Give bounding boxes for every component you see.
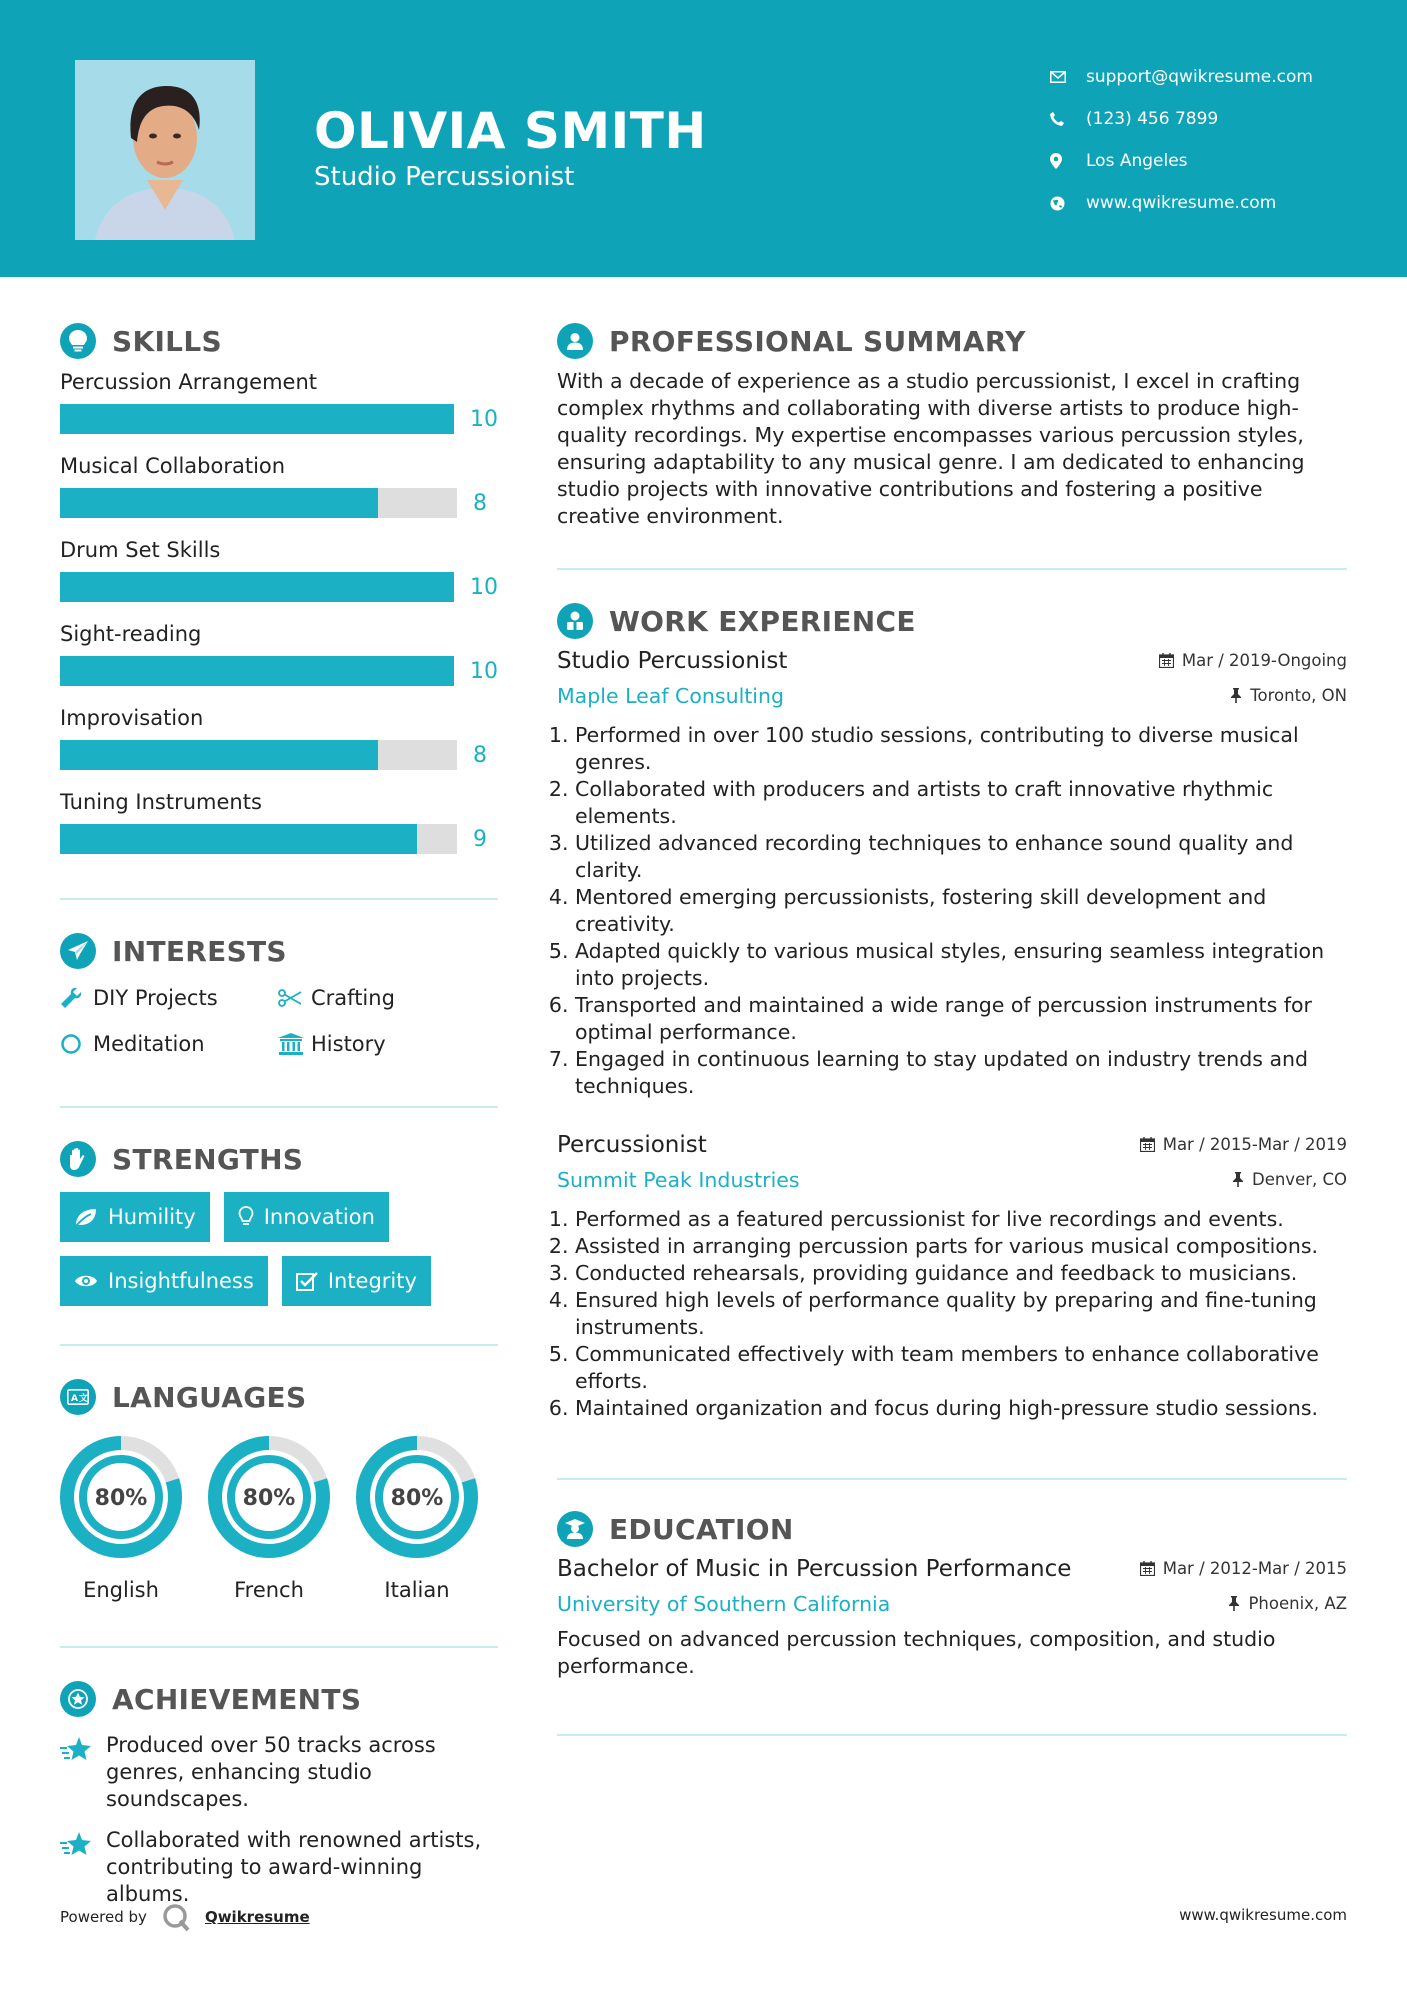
section-divider — [60, 898, 498, 900]
language-percent: 80% — [390, 1486, 444, 1511]
skill-name: Drum Set Skills — [60, 538, 221, 562]
profile-photo — [75, 60, 255, 240]
list-item: 1. Performed in over 100 studio sessions, contributing to diverse musical genres. — [575, 722, 1347, 776]
skill-name: Tuning Instruments — [60, 790, 262, 814]
skill-value: 9 — [473, 826, 487, 852]
contact-website[interactable] — [1050, 182, 1313, 224]
interest-label: DIY Projects — [93, 986, 218, 1010]
education-date-text: Mar / 2012-Mar / 2015 — [1162, 1559, 1347, 1578]
section-divider — [557, 1478, 1347, 1480]
skill-bar — [60, 824, 457, 854]
location-text: Los Angeles — [1086, 151, 1188, 171]
left-column — [60, 320, 498, 1908]
job-responsibilities — [557, 722, 1347, 1100]
interest-label: Crafting — [311, 986, 395, 1010]
checkbox-icon — [296, 1271, 318, 1291]
achievements-title: ACHIEVEMENTS — [112, 1682, 362, 1716]
strength-label: Integrity — [327, 1269, 417, 1293]
list-item: 1. Performed as a featured percussionist for live recordings and events. — [575, 1206, 1347, 1233]
interest-label: Meditation — [93, 1032, 205, 1056]
strength-tag — [224, 1192, 389, 1242]
candidate-title: Studio Percussionist — [314, 162, 575, 192]
job-responsibilities — [557, 1206, 1347, 1422]
scissors-icon — [278, 989, 311, 1007]
qwikresume-logo-icon — [161, 1902, 191, 1932]
list-item: 5. Adapted quickly to various musical styles, ensuring seamless integration into projects. — [575, 938, 1347, 992]
resume-header — [0, 0, 1407, 277]
contact-email[interactable] — [1050, 56, 1313, 98]
school-name: University of Southern California — [557, 1592, 891, 1616]
section-divider — [60, 1344, 498, 1346]
section-divider — [557, 1734, 1347, 1736]
languages-title: LANGUAGES — [112, 1380, 307, 1414]
language-item — [208, 1436, 330, 1602]
skills-title: SKILLS — [112, 324, 222, 358]
map-pin-icon — [1050, 153, 1086, 169]
achievement-item — [60, 1732, 498, 1813]
language-gauge — [356, 1436, 478, 1558]
list-item: 6. Maintained organization and focus during high-pressure studio sessions. — [575, 1395, 1347, 1422]
language-percent: 80% — [242, 1486, 296, 1511]
strengths-title: STRENGTHS — [112, 1142, 304, 1176]
section-divider — [60, 1646, 498, 1648]
email-text: support@qwikresume.com — [1086, 67, 1313, 87]
pushpin-icon — [1230, 688, 1242, 703]
strength-tag — [282, 1256, 431, 1306]
experience-title: WORK EXPERIENCE — [609, 604, 916, 638]
interest-label: History — [311, 1032, 386, 1056]
list-item: 3. Conducted rehearsals, providing guidance and feedback to musicians. — [575, 1260, 1347, 1287]
eye-icon — [74, 1273, 98, 1289]
skill-bar-fill — [60, 656, 454, 686]
calendar-icon — [1140, 1137, 1155, 1152]
job-entry — [557, 1132, 1347, 1422]
skill-bar — [60, 404, 454, 434]
skill-item — [60, 454, 498, 518]
skill-bar-fill — [60, 824, 417, 854]
skills-list — [60, 370, 498, 854]
skill-value: 10 — [470, 406, 498, 432]
job-location — [1232, 1170, 1347, 1189]
phone-icon — [1050, 112, 1086, 126]
footer-url[interactable]: www.qwikresume.com — [1179, 1906, 1347, 1924]
interest-item — [60, 1028, 278, 1060]
job-date-text: Mar / 2019-Ongoing — [1181, 651, 1347, 670]
language-gauge — [60, 1436, 182, 1558]
list-item: 4. Mentored emerging percussionists, fostering skill development and creativity. — [575, 884, 1347, 938]
job-entry — [557, 648, 1347, 1100]
right-column — [557, 320, 1347, 1736]
achievement-text: Produced over 50 tracks across genres, enhancing studio soundscapes. — [106, 1733, 436, 1811]
skill-bar — [60, 656, 454, 686]
job-date-text: Mar / 2015-Mar / 2019 — [1162, 1135, 1347, 1154]
contact-location — [1050, 140, 1313, 182]
achievements-section — [60, 1678, 498, 1908]
skill-value: 8 — [473, 742, 487, 768]
job-location — [1230, 686, 1347, 705]
shooting-star-icon — [60, 1827, 106, 1908]
skill-bar-fill — [60, 572, 454, 602]
powered-by-text: Powered by — [60, 1908, 147, 1926]
footer-powered-by — [60, 1902, 310, 1932]
achievement-item — [60, 1827, 498, 1908]
list-item: 6. Transported and maintained a wide range of percussion instruments for optimal performance. — [575, 992, 1347, 1046]
skill-value: 8 — [473, 490, 487, 516]
pushpin-icon — [1232, 1172, 1244, 1187]
strength-label: Humility — [108, 1205, 196, 1229]
svg-text:A: A — [71, 1394, 78, 1404]
skill-name: Improvisation — [60, 706, 204, 730]
education-location-text: Phoenix, AZ — [1248, 1594, 1347, 1613]
star-badge-icon — [60, 1681, 96, 1717]
company-name: Maple Leaf Consulting — [557, 684, 785, 708]
education-title: EDUCATION — [609, 1512, 794, 1546]
list-item: 4. Ensured high levels of performance quality by preparing and fine-tuning instruments. — [575, 1287, 1347, 1341]
pushpin-icon — [1228, 1596, 1240, 1611]
experience-section — [557, 600, 1347, 1422]
education-text: Focused on advanced percussion techniques, composition, and studio performance. — [557, 1627, 1276, 1678]
museum-icon — [278, 1033, 311, 1055]
skill-name: Musical Collaboration — [60, 454, 286, 478]
interest-item — [278, 982, 498, 1014]
skill-bar — [60, 572, 454, 602]
skill-value: 10 — [470, 658, 498, 684]
skill-bar — [60, 488, 457, 518]
contact-info — [1050, 56, 1313, 224]
list-item: 2. Collaborated with producers and artists to craft innovative rhythmic elements. — [575, 776, 1347, 830]
education-section — [557, 1508, 1347, 1680]
shooting-star-icon — [60, 1732, 106, 1813]
list-item: 3. Utilized advanced recording techniques to enhance sound quality and clarity. — [575, 830, 1347, 884]
brand-link[interactable]: Qwikresume — [204, 1908, 310, 1926]
skill-item — [60, 538, 498, 602]
interest-item — [278, 1028, 498, 1060]
svg-text:文: 文 — [79, 1394, 89, 1404]
skill-name: Sight-reading — [60, 622, 202, 646]
skill-name: Percussion Arrangement — [60, 370, 318, 394]
skill-value: 10 — [470, 574, 498, 600]
contact-phone[interactable] — [1050, 98, 1313, 140]
language-name: French — [234, 1578, 304, 1602]
skill-item — [60, 370, 498, 434]
language-name: Italian — [384, 1578, 450, 1602]
list-item: 5. Communicated effectively with team members to enhance collaborative efforts. — [575, 1341, 1347, 1395]
language-percent: 80% — [94, 1486, 148, 1511]
language-name: English — [83, 1578, 159, 1602]
strengths-section — [60, 1138, 498, 1306]
language-gauge — [208, 1436, 330, 1558]
leaf-icon — [74, 1207, 98, 1227]
job-date — [1140, 1135, 1347, 1154]
summary-text: With a decade of experience as a studio percussionist, I excel in crafting complex rhythms and collaborating with diverse artists to produce high-quality recordings. My expertise encompasses various percussion styles, ensuring adaptability to any musical genre. I am dedicated to enhancing studio projects with innovative contributions and fostering a positive creative environment. — [557, 369, 1305, 528]
job-location-text: Denver, CO — [1251, 1170, 1347, 1189]
degree-title: Bachelor of Music in Percussion Performance — [557, 1556, 1072, 1582]
paper-plane-icon — [60, 933, 96, 969]
section-divider — [60, 1106, 498, 1108]
language-item — [356, 1436, 478, 1602]
globe-icon — [1050, 196, 1086, 211]
raised-hand-icon — [60, 1141, 96, 1177]
achievement-text: Collaborated with renowned artists, contributing to award-winning albums. — [106, 1828, 482, 1906]
candidate-name: OLIVIA SMITH — [314, 102, 707, 160]
wrench-icon — [60, 987, 93, 1009]
user-icon — [557, 323, 593, 359]
summary-section — [557, 320, 1347, 530]
calendar-icon — [1140, 1561, 1155, 1576]
skills-section — [60, 320, 498, 854]
strength-label: Innovation — [263, 1205, 375, 1229]
envelope-icon — [1050, 71, 1086, 83]
skill-item — [60, 622, 498, 686]
skill-bar-fill — [60, 488, 378, 518]
languages-section — [60, 1376, 498, 1602]
language-item — [60, 1436, 182, 1602]
job-title: Studio Percussionist — [557, 648, 788, 674]
skill-item — [60, 790, 498, 854]
interests-section — [60, 930, 498, 1060]
interests-title: INTERESTS — [112, 934, 287, 968]
interest-item — [60, 982, 278, 1014]
language-icon — [60, 1379, 96, 1415]
phone-text: (123) 456 7899 — [1086, 109, 1219, 129]
job-date — [1159, 651, 1347, 670]
graduate-icon — [557, 1511, 593, 1547]
strength-tag — [60, 1256, 268, 1306]
skill-item — [60, 706, 498, 770]
lightbulb-icon — [60, 323, 96, 359]
circle-icon — [60, 1033, 93, 1055]
section-divider — [557, 568, 1347, 570]
summary-title: PROFESSIONAL SUMMARY — [609, 324, 1026, 358]
job-title: Percussionist — [557, 1132, 707, 1158]
education-location — [1228, 1594, 1347, 1613]
skill-bar-fill — [60, 404, 454, 434]
briefcase-user-icon — [557, 603, 593, 639]
lightbulb-outline-icon — [238, 1206, 254, 1228]
job-location-text: Toronto, ON — [1250, 686, 1347, 705]
skill-bar-fill — [60, 740, 378, 770]
education-date — [1140, 1559, 1347, 1578]
website-text: www.qwikresume.com — [1086, 193, 1277, 213]
company-name: Summit Peak Industries — [557, 1168, 800, 1192]
skill-bar — [60, 740, 457, 770]
strength-tag — [60, 1192, 210, 1242]
list-item: 2. Assisted in arranging percussion parts for various musical compositions. — [575, 1233, 1347, 1260]
calendar-icon — [1159, 653, 1174, 668]
strength-label: Insightfulness — [108, 1269, 254, 1293]
list-item: 7. Engaged in continuous learning to stay updated on industry trends and techniques. — [575, 1046, 1347, 1100]
